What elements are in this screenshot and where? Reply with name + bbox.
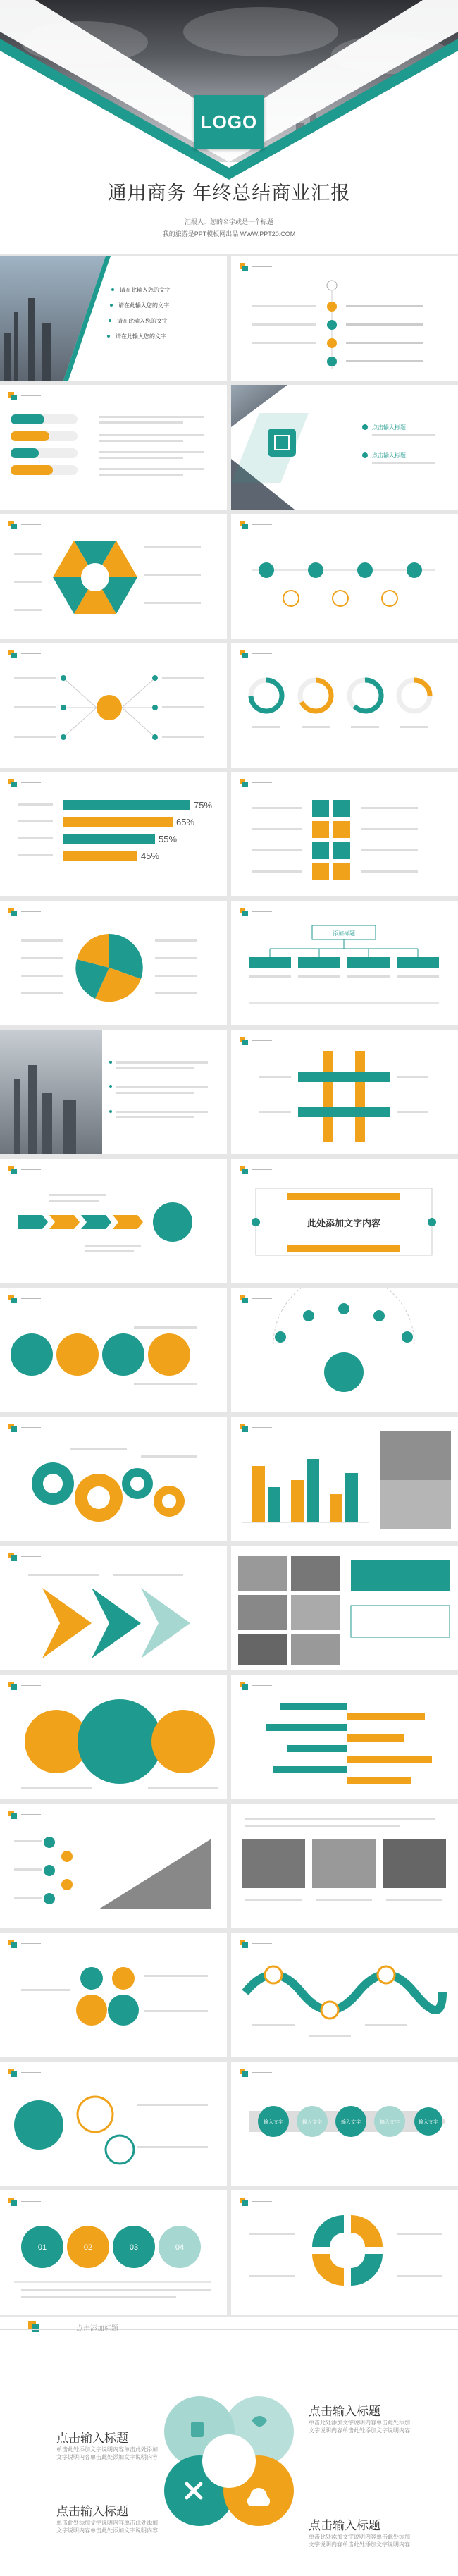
cover-slide[interactable] <box>0 0 458 254</box>
slide-thumb-11[interactable] <box>231 772 458 896</box>
slide-thumb-21[interactable] <box>231 1417 458 1541</box>
slide-thumb-18[interactable] <box>0 1288 227 1412</box>
slide10-pct-4: 45% <box>141 851 160 861</box>
slide26-label-5: 输入文字 <box>419 2120 438 2125</box>
cover-title: 通用商务 年终总结商业汇报 <box>107 183 351 204</box>
slide28-label-3: 03 <box>129 2243 139 2252</box>
final-text-3: 单击此处添加文字说明内容单击此处添加文字说明内容单击此处添加文字说明内容 <box>56 2520 158 2534</box>
slide-thumb-13[interactable] <box>231 901 458 1025</box>
slide-thumb-33[interactable] <box>231 2190 458 2315</box>
cover-logo: LOGO <box>194 95 264 149</box>
slide26-label-2: 输入文字 <box>302 2120 322 2125</box>
final-text-1: 单击此处添加文字说明内容单击此处添加文字说明内容单击此处添加文字说明内容 <box>309 2420 410 2434</box>
slide10-pct-1: 75% <box>194 800 213 811</box>
slide-thumb-23[interactable] <box>231 1546 458 1670</box>
slide-thumb-17[interactable] <box>231 1159 458 1283</box>
slide-thumb-4[interactable] <box>0 385 227 510</box>
slide-thumb-12[interactable] <box>0 901 227 1025</box>
slide13-title: 添加标题 <box>333 930 355 937</box>
final-text-4: 单击此处添加文字说明内容单击此处添加文字说明内容单击此处添加文字说明内容 <box>309 2534 410 2548</box>
slide28-label-1: 01 <box>37 2243 47 2252</box>
slide28-label-4: 04 <box>175 2243 185 2252</box>
slide5-label-1: 点击输入标题 <box>372 424 406 431</box>
slide-thumb-9[interactable] <box>231 643 458 768</box>
slide26-label-4: 输入文字 <box>380 2120 400 2125</box>
cover-subtitle: 汇报人：您的名字或是一个标题 <box>184 218 273 226</box>
slide-thumb-2[interactable] <box>0 256 227 381</box>
slide-thumb-20[interactable] <box>0 1417 227 1541</box>
slide-thumb-28[interactable] <box>0 1933 227 2057</box>
slide-thumb-14[interactable] <box>0 1030 227 1154</box>
slide-thumb-31[interactable] <box>231 2062 458 2186</box>
slide2-item-4: 请在此输入您的文字 <box>116 333 166 340</box>
slide-thumb-10[interactable] <box>0 772 227 896</box>
slide-thumb-15[interactable] <box>231 1030 458 1154</box>
final-title-1: 点击输入标题 <box>309 2405 380 2418</box>
cover-credit: 我的旅游是PPT模板网出品 WWW.PPT20.COM <box>162 230 296 238</box>
slide26-label-1: 输入文字 <box>264 2120 283 2125</box>
slide5-label-2: 点击输入标题 <box>372 452 406 459</box>
slide-thumb-22[interactable] <box>0 1546 227 1670</box>
slide2-item-2: 请在此输入您的文字 <box>118 302 169 309</box>
slide26-label-3: 输入文字 <box>341 2120 361 2125</box>
slide-thumb-5[interactable] <box>231 385 458 510</box>
final-title-2: 点击输入标题 <box>56 2432 128 2445</box>
final-title-4: 点击输入标题 <box>309 2519 380 2532</box>
slide2-item-1: 请在此输入您的文字 <box>120 287 171 293</box>
slide-thumb-3[interactable] <box>231 256 458 381</box>
slide-thumb-24[interactable] <box>0 1675 227 1799</box>
slide-thumb-16[interactable] <box>0 1159 227 1283</box>
final-header: 点击添加标题 <box>76 2325 118 2333</box>
slide10-pct-2: 65% <box>176 817 195 827</box>
slide15-title: 此处添加文字内容 <box>307 1218 381 1228</box>
slide-thumb-25[interactable] <box>231 1675 458 1799</box>
final-text-2: 单击此处添加文字说明内容单击此处添加文字说明内容单击此处添加文字说明内容 <box>56 2446 158 2460</box>
slide-thumb-30[interactable] <box>0 2062 227 2186</box>
slide28-label-2: 02 <box>83 2243 93 2252</box>
slide-thumb-6[interactable] <box>0 514 227 639</box>
slide10-pct-3: 55% <box>159 834 178 844</box>
slide2-item-3: 请在此输入您的文字 <box>117 318 168 324</box>
slide-thumb-26[interactable] <box>0 1804 227 1928</box>
final-title-3: 点击输入标题 <box>56 2505 128 2518</box>
slide-thumb-8[interactable] <box>0 643 227 768</box>
final-slide[interactable] <box>0 2317 458 2576</box>
slide-thumb-19[interactable] <box>231 1288 458 1412</box>
slide-thumb-29[interactable] <box>231 1933 458 2057</box>
slide-thumb-27[interactable] <box>231 1804 458 1928</box>
slide-thumb-7[interactable] <box>231 514 458 639</box>
slide-thumb-32[interactable] <box>0 2190 227 2315</box>
